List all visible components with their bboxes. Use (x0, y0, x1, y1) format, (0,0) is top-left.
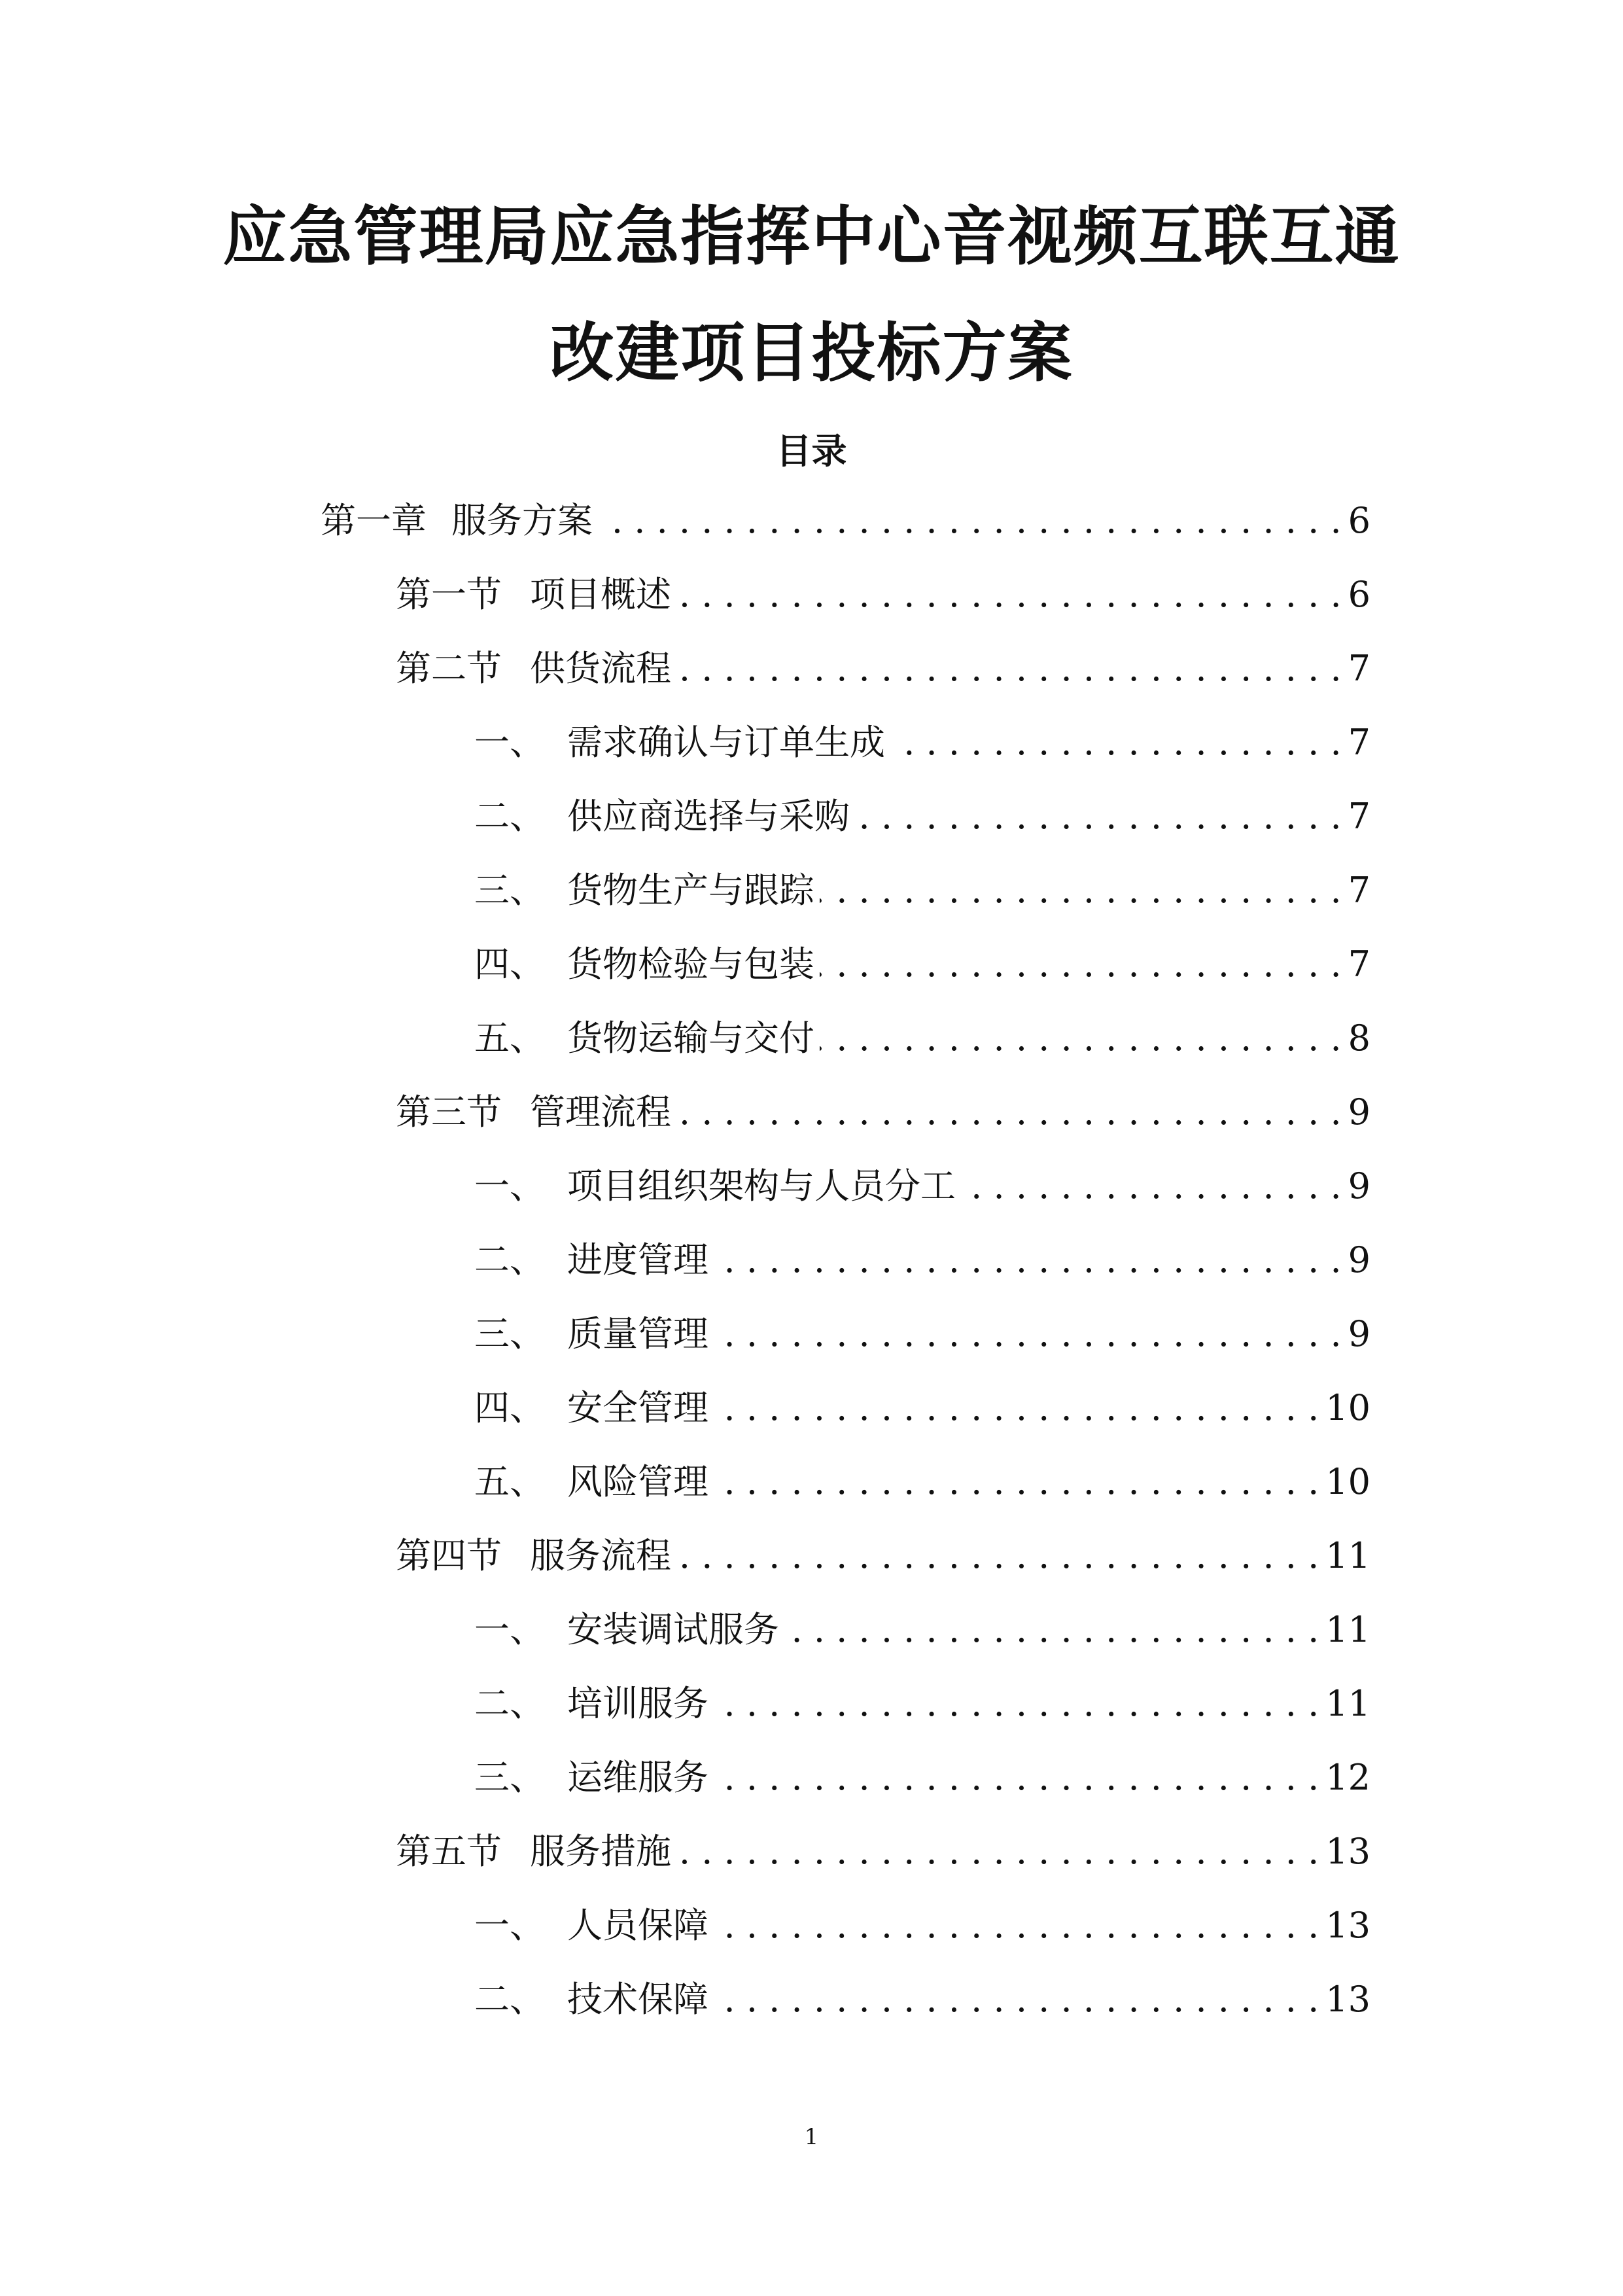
toc-entry-page: 9 (1348, 1313, 1370, 1354)
toc-entry-page: 13 (1325, 1831, 1370, 1872)
toc-entry-number: 三、 (474, 1757, 545, 1798)
toc-entry[interactable] (474, 1456, 1370, 1508)
document-title-line-2: 改建项目投标方案 (550, 316, 1073, 391)
toc-entry-page: 11 (1325, 1609, 1370, 1650)
toc-entry[interactable] (474, 1973, 1370, 2026)
toc-entry-number: 第三节 (396, 1091, 502, 1133)
toc-dot-leader (714, 1456, 1319, 1508)
toc-entry[interactable] (396, 1826, 1370, 1878)
document-title-line-1: 应急管理局应急指挥中心音视频互联互通 (222, 200, 1401, 274)
toc-entry-label: 安全管理 (567, 1387, 708, 1428)
toc-entry-number: 第一章 (321, 500, 427, 541)
toc-entry-page: 11 (1325, 1683, 1370, 1724)
toc-entry-number: 第四节 (396, 1535, 502, 1576)
toc-dot-leader (714, 1752, 1319, 1804)
toc-dot-leader (676, 643, 1342, 695)
toc-entry-page: 7 (1348, 648, 1370, 689)
toc-entry-label: 服务方案 (451, 500, 593, 541)
toc-entry-label: 风险管理 (567, 1461, 708, 1502)
toc-entry-label: 质量管理 (567, 1313, 708, 1354)
toc-entry-page: 7 (1348, 870, 1370, 911)
toc-entry-number: 三、 (474, 870, 545, 911)
toc-entry-number: 五、 (474, 1461, 545, 1502)
toc-entry-label: 需求确认与订单生成 (567, 722, 885, 763)
toc-entry[interactable] (474, 1382, 1370, 1434)
toc-entry-label: 服务措施 (530, 1831, 671, 1872)
toc-entry-page: 13 (1325, 1905, 1370, 1946)
toc-entry-number: 一、 (474, 1165, 545, 1207)
toc-dot-leader (890, 716, 1342, 769)
toc-dot-leader (676, 1826, 1319, 1878)
toc-entry[interactable] (321, 495, 1370, 547)
toc-entry-number: 四、 (474, 944, 545, 985)
toc-entry-label: 管理流程 (530, 1091, 671, 1133)
toc-entry-page: 6 (1348, 500, 1370, 541)
toc-dot-leader (714, 1234, 1342, 1286)
toc-entry-page: 6 (1348, 574, 1370, 615)
toc-entry-page: 10 (1325, 1387, 1370, 1428)
toc-entry[interactable] (474, 716, 1370, 769)
toc-dot-leader (714, 1678, 1319, 1730)
toc-entry-label: 项目组织架构与人员分工 (567, 1165, 956, 1207)
toc-entry-number: 四、 (474, 1387, 545, 1428)
toc-entry-page: 9 (1348, 1165, 1370, 1207)
page-number: 1 (804, 2124, 819, 2150)
toc-entry[interactable] (474, 864, 1370, 917)
toc-dot-leader (855, 790, 1342, 843)
toc-dot-leader (961, 1160, 1342, 1212)
toc-entry-number: 二、 (474, 1979, 545, 2020)
toc-dot-leader (676, 569, 1342, 621)
toc-entry-page: 9 (1348, 1091, 1370, 1133)
toc-entry[interactable] (474, 938, 1370, 991)
toc-entry-label: 人员保障 (567, 1905, 708, 1946)
toc-entry[interactable] (474, 790, 1370, 843)
toc-entry-number: 二、 (474, 1683, 545, 1724)
toc-heading: 目录 (776, 431, 847, 472)
toc-entry-label: 技术保障 (567, 1979, 708, 2020)
toc-entry-number: 第二节 (396, 648, 502, 689)
toc-entry-label: 运维服务 (567, 1757, 708, 1798)
toc-dot-leader (676, 1530, 1319, 1582)
toc-entry-page: 9 (1348, 1239, 1370, 1280)
toc-entry-number: 一、 (474, 722, 545, 763)
toc-entry-label: 项目概述 (530, 574, 671, 615)
toc-entry-page: 13 (1325, 1979, 1370, 2020)
toc-entry-page: 7 (1348, 796, 1370, 837)
toc-entry[interactable] (474, 1899, 1370, 1952)
toc-entry-number: 三、 (474, 1313, 545, 1354)
toc-entry[interactable] (474, 1604, 1370, 1656)
toc-dot-leader (820, 864, 1342, 917)
toc-entry[interactable] (474, 1308, 1370, 1360)
toc-entry-number: 一、 (474, 1905, 545, 1946)
toc-dot-leader (784, 1604, 1319, 1656)
toc-entry[interactable] (474, 1234, 1370, 1286)
toc-dot-leader (714, 1899, 1319, 1952)
toc-entry-page: 10 (1325, 1461, 1370, 1502)
toc-entry-number: 二、 (474, 1239, 545, 1280)
toc-entry[interactable] (396, 643, 1370, 695)
toc-entry-number: 二、 (474, 796, 545, 837)
toc-dot-leader (676, 1086, 1342, 1139)
toc-entry-label: 进度管理 (567, 1239, 708, 1280)
toc-dot-leader (598, 495, 1342, 547)
toc-entry[interactable] (474, 1160, 1370, 1212)
toc-entry[interactable] (474, 1752, 1370, 1804)
toc-entry[interactable] (396, 1086, 1370, 1139)
toc-entry-label: 服务流程 (530, 1535, 671, 1576)
toc-dot-leader (714, 1973, 1319, 2026)
toc-entry-number: 第一节 (396, 574, 502, 615)
toc-entry-number: 一、 (474, 1609, 545, 1650)
toc-dot-leader (714, 1308, 1342, 1360)
toc-entry[interactable] (474, 1678, 1370, 1730)
toc-entry-label: 安装调试服务 (567, 1609, 779, 1650)
toc-entry-page: 11 (1325, 1535, 1370, 1576)
toc-entry-page: 7 (1348, 944, 1370, 985)
toc-entry-number: 五、 (474, 1017, 545, 1059)
toc-dot-leader (820, 938, 1342, 991)
toc-entry[interactable] (474, 1012, 1370, 1065)
toc-entry-page: 8 (1348, 1017, 1370, 1059)
toc-entry[interactable] (396, 569, 1370, 621)
toc-entry-label: 货物检验与包装 (567, 944, 814, 985)
toc-entry-label: 货物运输与交付 (567, 1017, 814, 1059)
toc-entry-label: 供货流程 (530, 648, 671, 689)
toc-entry-label: 货物生产与跟踪 (567, 870, 814, 911)
toc-entry-page: 12 (1325, 1757, 1370, 1798)
toc-entry[interactable] (396, 1530, 1370, 1582)
toc-entry-page: 7 (1348, 722, 1370, 763)
toc-dot-leader (820, 1012, 1342, 1065)
toc-entry-label: 培训服务 (567, 1683, 708, 1724)
toc-entry-label: 供应商选择与采购 (567, 796, 850, 837)
toc-dot-leader (714, 1382, 1319, 1434)
toc-entry-number: 第五节 (396, 1831, 502, 1872)
